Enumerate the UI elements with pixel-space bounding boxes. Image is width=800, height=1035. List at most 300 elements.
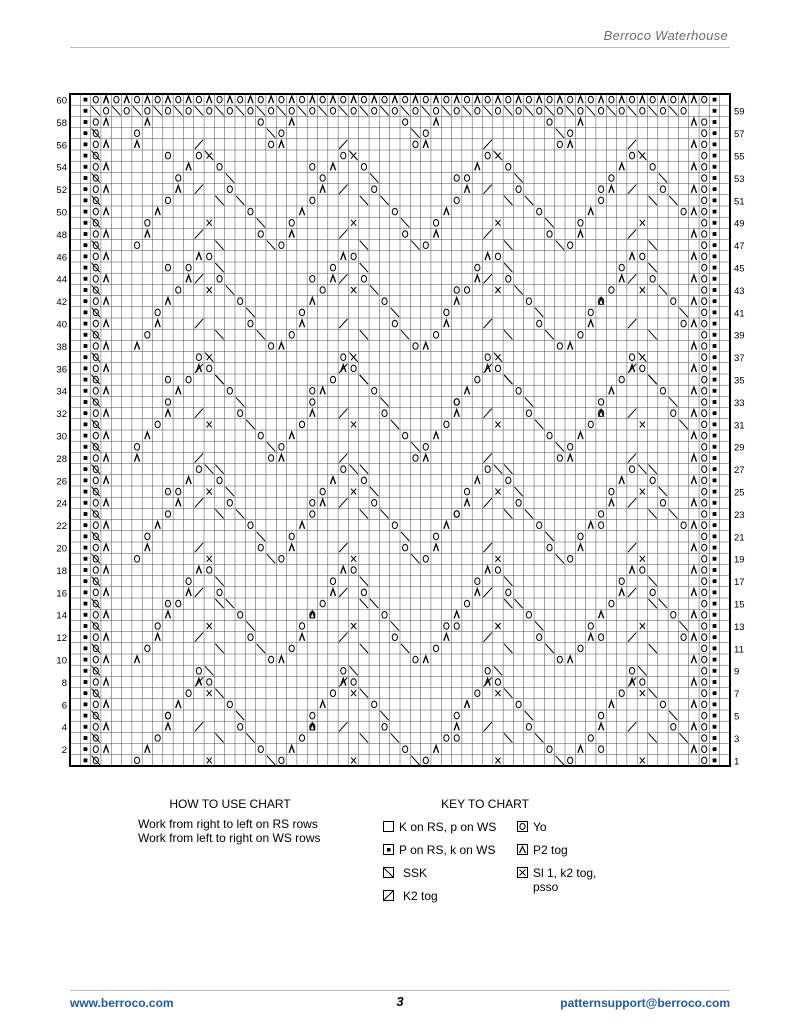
p2tog-mark	[444, 634, 449, 641]
k2tog-mark	[339, 633, 347, 642]
p2tog-mark	[691, 566, 696, 573]
yo-mark	[392, 634, 397, 641]
k2tog-mark	[484, 588, 492, 597]
yo-mark	[320, 96, 325, 103]
yo-mark	[413, 108, 418, 115]
p2tog-mark	[691, 678, 696, 685]
purl-mark	[713, 255, 717, 259]
ssk-mark	[226, 599, 234, 608]
yo-mark	[578, 645, 583, 652]
yo-mark	[392, 108, 397, 115]
yo-mark	[392, 522, 397, 529]
ssk-mark	[679, 733, 687, 742]
yo-mark	[217, 164, 222, 171]
ssk-mark	[215, 106, 223, 115]
yo-mark	[423, 130, 428, 137]
yo-mark	[557, 108, 562, 115]
yo-mark	[702, 544, 707, 551]
purl-mark	[84, 355, 88, 359]
purl-mark	[84, 344, 88, 348]
row-number-left: 44	[56, 274, 67, 286]
yo-mark	[433, 332, 438, 339]
yo-mark	[330, 264, 335, 271]
p2tog-mark	[691, 163, 696, 170]
yo-mark	[660, 108, 665, 115]
yo-mark	[310, 108, 315, 115]
yo-mark	[609, 175, 614, 182]
p2tog-mark	[103, 230, 108, 237]
yo-mark	[258, 119, 263, 126]
p2tog-mark	[176, 701, 181, 708]
p2tog-mark	[103, 208, 108, 215]
row-number-left: 36	[56, 364, 67, 376]
purl-mark	[84, 322, 88, 326]
yo-mark	[537, 208, 542, 215]
ssk-mark	[154, 106, 162, 115]
purl-mark	[713, 277, 717, 281]
p2tog-mark	[413, 96, 418, 103]
yo-mark	[702, 679, 707, 686]
ssk-mark	[504, 465, 512, 474]
k2tog-mark	[484, 722, 492, 731]
purl-mark	[84, 400, 88, 404]
yo-mark	[351, 567, 356, 574]
p2tog-mark	[464, 186, 469, 193]
how-to-use-line-rs: Work from right to left on RS rows	[138, 817, 318, 831]
purl-mark	[713, 243, 717, 247]
row-number-left: 50	[56, 207, 67, 219]
p2tog-mark	[103, 544, 108, 551]
ssk-mark	[205, 465, 213, 474]
ssk-mark	[545, 644, 553, 653]
ssk-mark	[360, 599, 368, 608]
row-number-right: 43	[734, 285, 745, 297]
yo-mark	[93, 141, 98, 148]
yo-mark	[341, 96, 346, 103]
yo-mark	[609, 96, 614, 103]
p2tog-mark	[691, 230, 696, 237]
ssk-mark	[463, 106, 471, 115]
p2tog-mark	[433, 432, 438, 439]
ssk-mark	[556, 554, 564, 563]
p2tog-mark	[464, 387, 469, 394]
ssk-mark	[215, 330, 223, 339]
p2tog-mark	[691, 186, 696, 193]
yo-mark	[176, 175, 181, 182]
ssk-mark	[504, 733, 512, 742]
purl-mark	[84, 479, 88, 483]
yo-mark	[207, 108, 212, 115]
ssk-mark	[504, 375, 512, 384]
ssk-mark	[277, 106, 285, 115]
k2tog-mark	[484, 409, 492, 418]
yo-mark	[702, 578, 707, 585]
yo-mark	[413, 656, 418, 663]
p2tog-mark	[299, 320, 304, 327]
purl-mark	[84, 602, 88, 606]
p2tog-mark	[423, 454, 428, 461]
p2tog-mark	[691, 477, 696, 484]
p2tog-mark	[299, 522, 304, 529]
purl-mark	[713, 557, 717, 561]
p2tog-mark	[103, 253, 108, 260]
p2tog-mark	[619, 589, 624, 596]
key-item-knit	[383, 820, 496, 834]
purl-mark	[713, 624, 717, 628]
k2tog-mark	[628, 274, 636, 283]
p2tog-mark	[609, 499, 614, 506]
row-number-left: 56	[56, 140, 67, 152]
p2tog-caret-icon	[517, 844, 528, 855]
ssk-mark	[226, 285, 234, 294]
yo-mark	[165, 511, 170, 518]
yo-mark	[702, 152, 707, 159]
ssk-mark	[649, 577, 657, 586]
yo-mark	[361, 164, 366, 171]
ssk-mark	[226, 173, 234, 182]
row-number-left: 34	[56, 386, 67, 398]
purl-mark	[713, 344, 717, 348]
yo-mark	[702, 354, 707, 361]
ssk-mark	[545, 532, 553, 541]
yo-mark	[516, 108, 521, 115]
row-number-left: 22	[56, 521, 67, 533]
yo-mark	[134, 242, 139, 249]
yo-mark	[702, 746, 707, 753]
yo-mark	[702, 141, 707, 148]
yo-mark	[598, 522, 603, 529]
ssk-mark	[649, 196, 657, 205]
yo-mark	[155, 421, 160, 428]
yo-mark	[650, 589, 655, 596]
ssk-mark	[649, 599, 657, 608]
p2tog-mark	[289, 230, 294, 237]
yo-mark	[702, 466, 707, 473]
ssk-mark	[649, 263, 657, 272]
yo-mark	[227, 388, 232, 395]
yo-mark	[341, 152, 346, 159]
yo-mark	[155, 309, 160, 316]
row-number-right: 35	[734, 375, 745, 387]
yo-mark	[258, 746, 263, 753]
ssk-mark	[215, 644, 223, 653]
yo-mark	[114, 96, 119, 103]
purl-mark	[713, 512, 717, 516]
yo-mark	[702, 668, 707, 675]
ssk-mark	[360, 375, 368, 384]
p2tog-mark	[186, 477, 191, 484]
k2tog-mark	[195, 588, 203, 597]
row-number-left: 38	[56, 341, 67, 353]
p2tog-mark	[320, 499, 325, 506]
row-number-left: 58	[56, 117, 67, 129]
ssk-mark	[298, 106, 306, 115]
purl-mark	[713, 120, 717, 124]
yo-mark	[382, 724, 387, 731]
p2tog-mark	[145, 96, 150, 103]
ssk-mark	[401, 106, 409, 115]
yo-mark	[464, 175, 469, 182]
purl-mark	[713, 266, 717, 270]
ssk-mark	[556, 756, 564, 765]
yo-mark	[227, 108, 232, 115]
p2tog-mark	[165, 611, 170, 618]
p2tog-mark	[588, 634, 593, 641]
row-number-left: 10	[56, 655, 67, 667]
row-number-right: 53	[734, 173, 745, 185]
purl-mark	[84, 143, 88, 147]
k2tog-mark	[339, 453, 347, 462]
yo-mark	[433, 220, 438, 227]
row-number-right: 41	[734, 308, 745, 320]
yo-mark	[248, 208, 253, 215]
p2tog-mark	[330, 589, 335, 596]
ssk-mark	[236, 711, 244, 720]
ssk-mark	[380, 196, 388, 205]
yo-mark	[537, 108, 542, 115]
yo-mark	[598, 108, 603, 115]
purl-mark	[713, 176, 717, 180]
yo-mark	[145, 220, 150, 227]
key-label: P2 tog	[533, 843, 568, 857]
yo-mark	[134, 757, 139, 764]
p2tog-mark	[433, 118, 438, 125]
yo-mark	[93, 634, 98, 641]
p2tog-mark	[165, 723, 170, 730]
yo-mark	[176, 96, 181, 103]
p2tog-mark	[475, 96, 480, 103]
purl-mark	[713, 143, 717, 147]
p2tog-mark	[588, 522, 593, 529]
ssk-mark	[638, 465, 646, 474]
p2tog-mark	[310, 298, 315, 305]
p2tog-mark	[557, 96, 562, 103]
ssk-mark	[215, 465, 223, 474]
p2tog-mark	[279, 656, 284, 663]
yo-mark	[578, 533, 583, 540]
p2tog-mark	[289, 544, 294, 551]
row-number-right: 23	[734, 509, 745, 521]
yo-mark	[485, 152, 490, 159]
yo-mark	[650, 96, 655, 103]
k2tog-mark	[195, 274, 203, 283]
p2tog-mark	[145, 230, 150, 237]
purl-mark	[84, 367, 88, 371]
yo-mark	[702, 645, 707, 652]
yo-mark	[268, 141, 273, 148]
yo-mark	[93, 186, 98, 193]
ssk-mark	[391, 733, 399, 742]
yo-mark	[238, 410, 243, 417]
yo-mark	[186, 376, 191, 383]
row-number-left: 42	[56, 297, 67, 309]
purl-mark	[84, 445, 88, 449]
p2tog-mark	[568, 342, 573, 349]
ssk-mark	[339, 106, 347, 115]
p2tog-mark	[103, 387, 108, 394]
yo-mark	[186, 264, 191, 271]
yo-mark	[258, 231, 263, 238]
ssk-mark	[257, 644, 265, 653]
yo-mark	[681, 634, 686, 641]
purl-mark	[713, 546, 717, 550]
purl-mark	[84, 131, 88, 135]
p2tog-mark	[145, 746, 150, 753]
yo-mark	[702, 623, 707, 630]
ssk-mark	[360, 733, 368, 742]
purl-mark	[84, 658, 88, 662]
yo-mark	[330, 376, 335, 383]
ssk-mark	[360, 465, 368, 474]
ssk-mark	[370, 487, 378, 496]
ssk-mark	[401, 644, 409, 653]
ssk-mark	[257, 330, 265, 339]
yo-mark	[702, 276, 707, 283]
yo-mark	[702, 309, 707, 316]
ssk-mark	[669, 196, 677, 205]
p2tog-mark	[475, 589, 480, 596]
yo-mark	[196, 152, 201, 159]
yo-mark	[238, 96, 243, 103]
yo-mark	[413, 343, 418, 350]
yo-mark	[341, 668, 346, 675]
yo-mark	[702, 533, 707, 540]
p2tog-mark	[134, 141, 139, 148]
yo-mark	[702, 735, 707, 742]
ssk-mark	[236, 509, 244, 518]
ssk-mark	[504, 196, 512, 205]
ssk-mark	[267, 756, 275, 765]
yo-mark	[289, 220, 294, 227]
yo-mark	[279, 242, 284, 249]
yo-mark	[588, 421, 593, 428]
purl-mark	[84, 736, 88, 740]
yo-mark	[176, 287, 181, 294]
purl-mark	[713, 680, 717, 684]
p2tog-mark	[103, 141, 108, 148]
row-number-right: 13	[734, 621, 745, 633]
k2tog-mark	[195, 409, 203, 418]
yo-mark	[702, 175, 707, 182]
k2tog-mark	[628, 229, 636, 238]
purl-mark	[84, 501, 88, 505]
yo-mark	[134, 96, 139, 103]
p2tog-mark	[578, 544, 583, 551]
k2tog-mark	[195, 722, 203, 731]
ssk-mark	[679, 308, 687, 317]
ssk-mark	[349, 465, 357, 474]
yo-mark	[547, 96, 552, 103]
ssk-mark	[411, 442, 419, 451]
support-email-link[interactable]: patternsupport@berroco.com	[560, 996, 730, 1010]
website-link[interactable]: www.berroco.com	[70, 996, 174, 1010]
p2tog-mark	[134, 342, 139, 349]
yo-mark	[207, 365, 212, 372]
yo-mark	[702, 455, 707, 462]
p2tog-mark	[578, 118, 583, 125]
p2tog-mark	[454, 410, 459, 417]
purl-mark	[84, 221, 88, 225]
yo-mark	[629, 466, 634, 473]
yo-mark	[702, 164, 707, 171]
yo-mark	[403, 96, 408, 103]
yo-mark	[207, 679, 212, 686]
yo-mark	[217, 477, 222, 484]
yo-mark	[516, 500, 521, 507]
ssk-mark	[545, 330, 553, 339]
yo-mark	[516, 186, 521, 193]
ssk-mark	[587, 106, 595, 115]
p2tog-mark	[691, 544, 696, 551]
purl-mark	[84, 759, 88, 763]
p2tog-mark	[196, 253, 201, 260]
yo-mark	[702, 500, 707, 507]
k2tog-mark	[339, 319, 347, 328]
p2tog-mark	[186, 589, 191, 596]
yo-mark	[351, 253, 356, 260]
p2tog-mark	[103, 410, 108, 417]
yo-mark	[196, 96, 201, 103]
p2tog-mark	[103, 589, 108, 596]
yo-mark	[506, 96, 511, 103]
purl-mark	[84, 467, 88, 471]
yo-mark	[506, 164, 511, 171]
purl-mark	[84, 703, 88, 707]
footer-divider	[70, 990, 730, 991]
yo-mark	[454, 399, 459, 406]
p2tog-mark	[691, 723, 696, 730]
yo-mark	[320, 488, 325, 495]
purl-mark	[84, 568, 88, 572]
ssk-mark	[370, 285, 378, 294]
ssk-mark	[226, 487, 234, 496]
yo-mark	[702, 119, 707, 126]
ssk-mark	[504, 106, 512, 115]
ssk-mark	[514, 487, 522, 496]
k2tog-mark	[195, 229, 203, 238]
yo-mark	[454, 108, 459, 115]
yo-mark	[650, 276, 655, 283]
yo-mark	[640, 365, 645, 372]
purl-mark	[84, 311, 88, 315]
row-number-right: 39	[734, 330, 745, 342]
yo-mark	[403, 544, 408, 551]
p2tog-mark	[279, 141, 284, 148]
key-label: K on RS, p on WS	[399, 820, 497, 834]
p2tog-mark	[660, 96, 665, 103]
yo-mark	[330, 108, 335, 115]
p2tog-mark	[568, 656, 573, 663]
yo-mark	[702, 589, 707, 596]
row-number-left: 24	[56, 498, 67, 510]
yo-mark	[557, 343, 562, 350]
p2tog-mark	[155, 208, 160, 215]
purl-mark	[84, 434, 88, 438]
yo-mark	[361, 589, 366, 596]
yo-mark	[289, 533, 294, 540]
p2tog-mark	[103, 746, 108, 753]
ssk-mark	[391, 308, 399, 317]
purl-mark	[713, 165, 717, 169]
p2tog-mark	[103, 275, 108, 282]
row-number-left: 8	[61, 677, 67, 689]
yo-mark	[547, 544, 552, 551]
p2tog-mark	[103, 454, 108, 461]
p2tog-mark	[176, 499, 181, 506]
p2tog-mark	[176, 186, 181, 193]
p2tog-mark	[134, 656, 139, 663]
yo-mark	[702, 253, 707, 260]
